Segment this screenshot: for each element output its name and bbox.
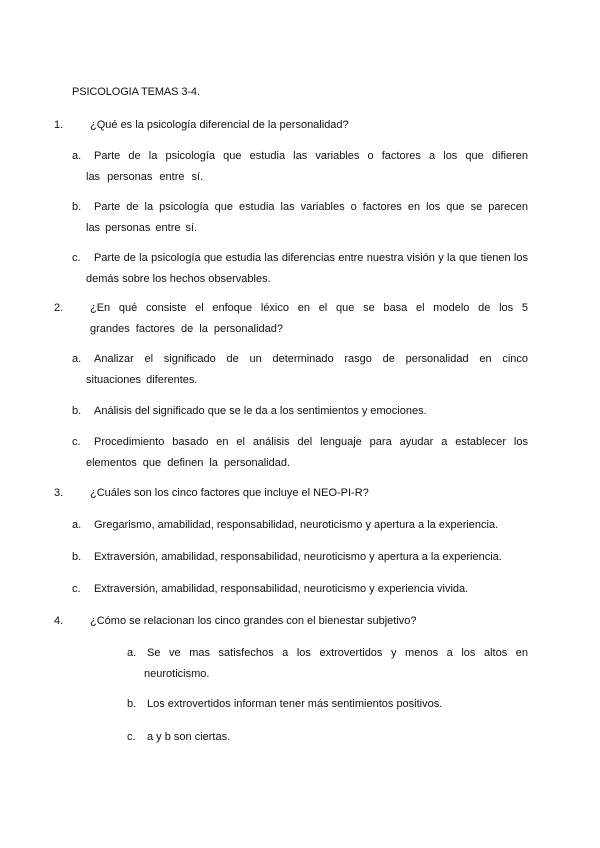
question-1-option-a [72, 146, 528, 188]
option-text: Procedimiento basado en el análisis del lenguaje para ayudar a establecer los elementos que definen la personalidad. [86, 436, 528, 469]
question-1-option-b [72, 197, 528, 239]
option-text: Gregarismo, amabilidad, responsabilidad, neuroticismo y apertura a la experiencia. [94, 519, 499, 531]
option-text: Se ve mas satisfechos a los extrovertidos y menos a los altos en neuroticismo. [144, 647, 528, 680]
option-label: a. [72, 150, 82, 162]
question-2-option-a [72, 349, 528, 391]
question-3-option-a [72, 515, 528, 536]
question-4-option-a [127, 643, 528, 685]
question-number: 1. [54, 119, 64, 131]
option-text: Parte de la psicología que estudia las variables o factores a los que difieren las personas entre sí. [86, 150, 528, 183]
question-1 [54, 115, 528, 136]
question-text: ¿Cómo se relacionan los cinco grandes con el bienestar subjetivo? [90, 615, 417, 627]
question-2 [54, 298, 528, 340]
option-text: Extraversión, amabilidad, responsabilidad, neuroticismo y experiencia vivida. [94, 583, 469, 595]
question-3 [54, 483, 528, 504]
option-text: Analizar el significado de un determinado rasgo de personalidad en cinco situaciones diferentes. [86, 353, 528, 386]
option-label: c. [72, 252, 81, 264]
question-4-option-c [127, 727, 528, 748]
document-title: PSICOLOGIA TEMAS 3-4. [72, 86, 200, 98]
option-label: c. [72, 583, 81, 595]
option-label: b. [72, 405, 82, 417]
option-label: b. [127, 698, 137, 710]
option-label: c. [127, 731, 136, 743]
option-text: Los extrovertidos informan tener más sentimientos positivos. [147, 698, 443, 710]
option-label: a. [72, 519, 82, 531]
option-text: a y b son ciertas. [147, 731, 231, 743]
question-3-option-c [72, 579, 528, 600]
option-label: c. [72, 436, 81, 448]
option-text: Parte de la psicología que estudia las variables o factores en los que se parecen las personas entre sí. [86, 201, 528, 234]
question-text: ¿En qué consiste el enfoque léxico en el que se basa el modelo de los 5 grandes factores de la personalidad? [90, 302, 528, 335]
question-4 [54, 611, 528, 632]
option-text: Análisis del significado que se le da a los sentimientos y emociones. [94, 405, 427, 417]
question-2-option-c [72, 432, 528, 474]
question-4-option-b [127, 694, 528, 715]
question-text: ¿Qué es la psicología diferencial de la personalidad? [90, 119, 349, 131]
question-2-option-b [72, 401, 528, 422]
option-text: Parte de la psicología que estudia las diferencias entre nuestra visión y la que tienen los demás sobre los hechos observables. [86, 252, 528, 285]
question-number: 4. [54, 615, 64, 627]
option-text: Extraversión, amabilidad, responsabilidad, neuroticismo y apertura a la experiencia. [94, 551, 502, 563]
question-number: 3. [54, 487, 64, 499]
question-3-option-b [72, 547, 528, 568]
question-text: ¿Cuáles son los cinco factores que incluye el NEO-PI-R? [90, 487, 369, 499]
option-label: a. [127, 647, 137, 659]
option-label: a. [72, 353, 82, 365]
option-label: b. [72, 551, 82, 563]
question-number: 2. [54, 302, 64, 314]
question-1-option-c [72, 248, 528, 290]
option-label: b. [72, 201, 82, 213]
